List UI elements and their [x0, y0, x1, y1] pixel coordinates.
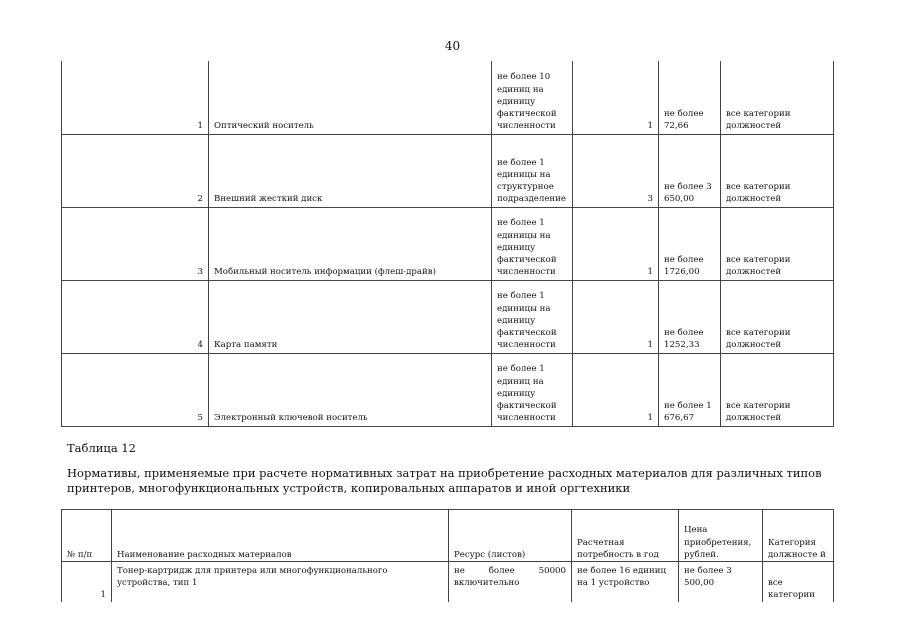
- row-number: 1: [62, 562, 112, 602]
- item-price: не более 72,66: [659, 61, 721, 134]
- resource-value: 50000: [538, 566, 566, 576]
- table-caption: Таблица 12: [67, 441, 136, 455]
- item-name: Внешний жесткий диск: [209, 134, 492, 207]
- item-need: не более 16 единиц на 1 устройство: [572, 562, 679, 602]
- table-row: [62, 134, 834, 207]
- item-quantity: 1: [573, 61, 659, 134]
- table-heading: Нормативы, применяемые при расчете нормативных затрат на приобретение расходных материалов для различных типов принтеров, многофункциональных устройств, копировальных аппаратов и иной оргтехники: [67, 466, 822, 495]
- item-price: не более 1252,33: [659, 280, 721, 353]
- header-price: Цена приобретения, рублей.: [679, 510, 763, 562]
- item-category: все категории должностей: [721, 207, 834, 280]
- page-number: 40: [444, 39, 461, 53]
- item-norm: не более 10 единиц на единицу фактической численности: [492, 61, 573, 134]
- row-number: 4: [62, 280, 209, 353]
- item-category: все категории: [763, 562, 834, 602]
- table-row: [62, 562, 834, 602]
- item-name: Карта памяти: [209, 280, 492, 353]
- table-row: [62, 280, 834, 353]
- header-name: Наименование расходных материалов: [112, 510, 449, 562]
- header-num: № п/п: [62, 510, 112, 562]
- table-header-row: [62, 510, 834, 562]
- row-number: 1: [62, 61, 209, 134]
- item-price: не более 1726,00: [659, 207, 721, 280]
- row-number: 5: [62, 353, 209, 426]
- header-resource: Ресурс (листов): [449, 510, 572, 562]
- item-quantity: 1: [573, 280, 659, 353]
- item-category: все категории должностей: [721, 280, 834, 353]
- item-quantity: 1: [573, 353, 659, 426]
- row-number: 3: [62, 207, 209, 280]
- consumables-norms-table: [61, 509, 834, 602]
- resource-word-2: более: [488, 566, 515, 576]
- media-norms-table: [61, 61, 834, 427]
- row-number: 2: [62, 134, 209, 207]
- item-name: Оптический носитель: [209, 61, 492, 134]
- item-name: Мобильный носитель информации (флеш-драйв): [209, 207, 492, 280]
- resource-line: [454, 565, 566, 577]
- item-quantity: 1: [573, 207, 659, 280]
- item-quantity: 3: [573, 134, 659, 207]
- resource-word-1: не: [454, 566, 465, 576]
- table-row: [62, 207, 834, 280]
- table-row: [62, 353, 834, 426]
- item-norm: не более 1 единицы на единицу фактической численности: [492, 280, 573, 353]
- item-price: не более 3 650,00: [659, 134, 721, 207]
- item-category: все категории должностей: [721, 61, 834, 134]
- item-category: все категории должностей: [721, 134, 834, 207]
- item-category: все категории должностей: [721, 353, 834, 426]
- header-category: Категория должносте й: [763, 510, 834, 562]
- item-resource: [449, 562, 572, 602]
- item-price: не более 3 500,00: [679, 562, 763, 602]
- item-price: не более 1 676,67: [659, 353, 721, 426]
- item-name: Электронный ключевой носитель: [209, 353, 492, 426]
- item-norm: не более 1 единицы на структурное подразделение: [492, 134, 573, 207]
- resource-note: включительно: [454, 578, 520, 589]
- item-norm: не более 1 единицы на единицу фактической численности: [492, 207, 573, 280]
- table-row: [62, 61, 834, 134]
- header-need: Расчетная потребность в год: [572, 510, 679, 562]
- item-norm: не более 1 единиц на единицу фактической численности: [492, 353, 573, 426]
- item-name: Тонер-картридж для принтера или многофункционального устройства, тип 1: [112, 562, 449, 602]
